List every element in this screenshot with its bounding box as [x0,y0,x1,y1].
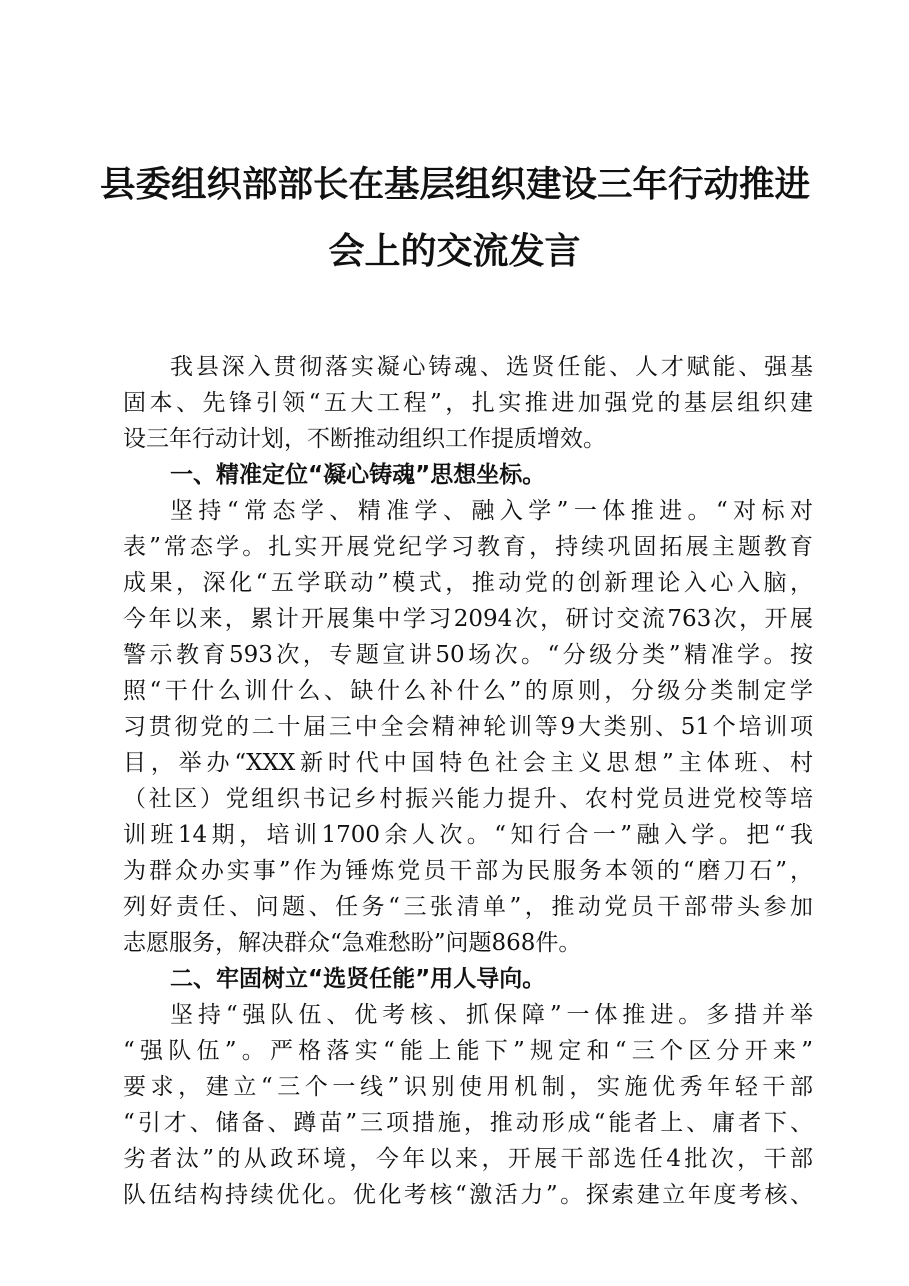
body-line: （社区）党组织书记乡村振兴能力提升、农村党员进党校等培 [123,786,813,812]
body-line: 列好责任、问题、任务“三张清单”，推动党员干部带头参加 [123,894,813,920]
section-heading-2: 二、牢固树立“选贤任能”用人导向。 [170,966,546,992]
body-line: 坚持“常态学、精准学、融入学”一体推进。“对标对 [170,498,813,524]
body-line: 今年以来，累计开展集中学习2094次，研讨交流763次，开展 [123,606,813,632]
section-heading-1: 一、精准定位“凝心铸魂”思想坐标。 [170,462,546,488]
body-line: 警示教育593次，专题宣讲50场次。“分级分类”精准学。按 [123,642,813,668]
body-line: “强队伍”。严格落实“能上能下”规定和“三个区分开来” [123,1038,813,1064]
document-title-line-1: 县委组织部部长在基层组织建设三年行动推进 [100,164,811,205]
body-line: 劣者汰”的从政环境，今年以来，开展干部选任4批次，干部 [123,1146,813,1172]
body-line: 要求，建立“三个一线”识别使用机制，实施优秀年轻干部 [123,1074,813,1100]
body-line: “引才、储备、蹲苗”三项措施，推动形成“能者上、庸者下、 [123,1110,813,1136]
body-line: 志愿服务，解决群众“急难愁盼”问题868件。 [123,930,582,956]
body-line: 为群众办实事”作为锤炼党员干部为民服务本领的“磨刀石”， [123,858,813,884]
body-line: 成果，深化“五学联动”模式，推动党的创新理论入心入脑， [123,570,813,596]
body-line: 训班14期，培训1700余人次。“知行合一”融入学。把“我 [123,822,813,848]
body-line: 固本、先锋引领“五大工程”，扎实推进加强党的基层组织建 [123,390,813,416]
body-line: 我县深入贯彻落实凝心铸魂、选贤任能、人才赋能、强基 [170,354,813,380]
body-line: 习贯彻党的二十届三中全会精神轮训等9大类别、51个培训项 [123,714,813,740]
body-line: 目，举办“XXX新时代中国特色社会主义思想”主体班、村 [123,750,813,776]
body-line: 坚持“强队伍、优考核、抓保障”一体推进。多措并举 [170,1002,813,1028]
body-line: 表”常态学。扎实开展党纪学习教育，持续巩固拓展主题教育 [123,534,813,560]
body-line: 设三年行动计划，不断推动组织工作提质增效。 [123,426,606,452]
document-title-line-2: 会上的交流发言 [328,231,581,272]
body-line: 队伍结构持续优化。优化考核“激活力”。探索建立年度考核、 [123,1182,813,1208]
body-line: 照“干什么训什么、缺什么补什么”的原则，分级分类制定学 [123,678,813,704]
